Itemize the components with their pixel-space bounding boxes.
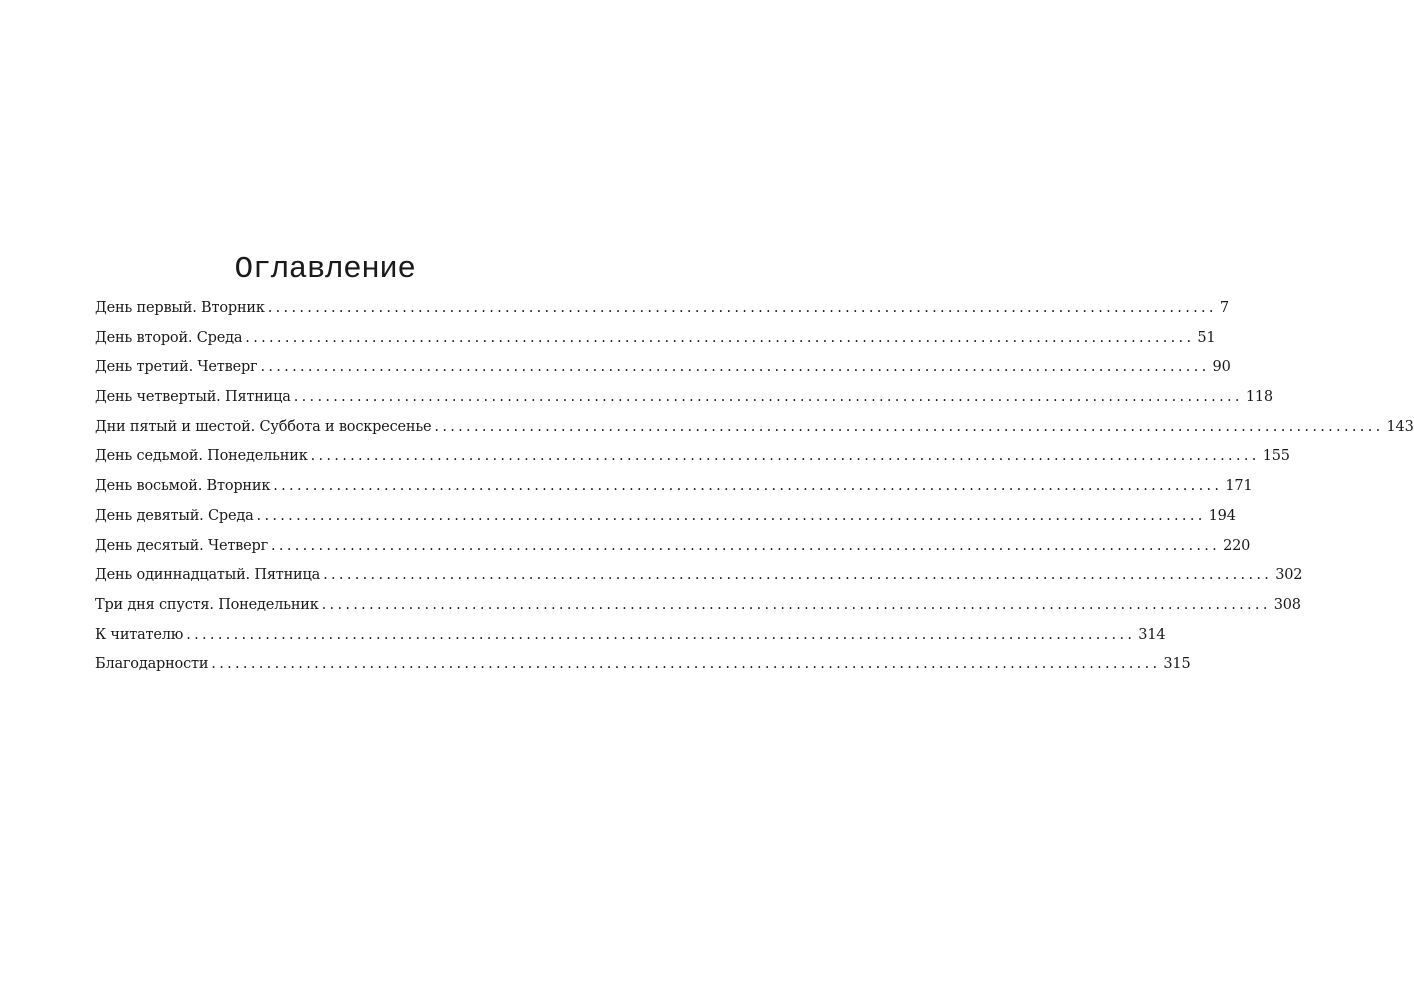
toc-entry-title: Три дня спустя. Понедельник [95,596,319,613]
toc-entry[interactable] [95,537,1251,568]
dot-leader: ........................................................................................................................ [267,300,1217,316]
toc-entry-page: 155 [1262,448,1290,465]
toc-entry[interactable] [95,389,1273,419]
dot-leader: ........................................................................................................................ [434,418,1384,435]
dot-leader: ........................................................................................................................ [310,448,1260,465]
toc-entry-title: Дни пятый и шестой. Суббота и воскресенье [95,418,432,435]
toc-entry-page: 220 [1223,537,1251,554]
toc-entry-title: Благодарности [95,656,209,673]
dot-leader: ........................................................................................................................ [293,389,1243,406]
toc-entry[interactable] [95,567,1303,597]
toc-entry-title: День десятый. Четверг [95,537,268,554]
toc-entry[interactable] [95,329,1216,360]
toc-entry[interactable] [95,418,1414,449]
toc-entry[interactable] [95,359,1231,389]
toc-entry-page: 171 [1225,478,1253,495]
dot-leader: ........................................................................................................................ [256,507,1206,524]
toc-entry-page: 143 [1386,418,1414,435]
dot-leader: ........................................................................................................................ [323,567,1273,584]
page-title: Оглавление [234,252,416,287]
dot-leader: ........................................................................................................................ [321,596,1271,613]
toc-entry-page: 315 [1163,656,1191,673]
toc-entry[interactable] [95,626,1166,657]
toc-entry-title: День одиннадцатый. Пятница [95,567,321,584]
dot-leader: ........................................................................................................................ [271,537,1221,554]
toc-entry-page: 118 [1245,389,1273,406]
toc-entry-title: День восьмой. Вторник [95,478,271,495]
dot-leader: ........................................................................................................................ [245,329,1195,346]
toc-entry-page: 314 [1138,626,1166,643]
toc-entry-title: День третий. Четверг [95,359,258,376]
dot-leader: ........................................................................................................................ [186,626,1136,643]
toc-entry-page: 7 [1219,300,1229,316]
toc-entry-title: День девятый. Среда [95,507,254,524]
toc-entry-page: 194 [1208,507,1236,524]
toc-entry[interactable] [95,300,1229,330]
toc-entry[interactable] [95,507,1236,538]
dot-leader: ........................................................................................................................ [211,656,1161,673]
toc-entry[interactable] [95,448,1290,478]
toc-entry-page: 51 [1197,329,1216,346]
toc-entry[interactable] [95,596,1301,627]
toc-entry-title: День второй. Среда [95,329,243,346]
toc-entry-page: 308 [1273,596,1301,613]
toc-entry-title: День седьмой. Понедельник [95,448,308,465]
dot-leader: ........................................................................................................................ [260,359,1210,376]
table-of-contents [95,300,1414,686]
toc-entry-title: День первый. Вторник [95,300,265,316]
toc-entry-page: 302 [1275,567,1303,584]
toc-entry-title: К читателю [95,626,184,643]
toc-entry[interactable] [95,478,1253,508]
dot-leader: ........................................................................................................................ [273,478,1223,495]
toc-entry-page: 90 [1212,359,1231,376]
toc-entry-title: День четвертый. Пятница [95,389,291,406]
toc-entry[interactable] [95,656,1191,686]
